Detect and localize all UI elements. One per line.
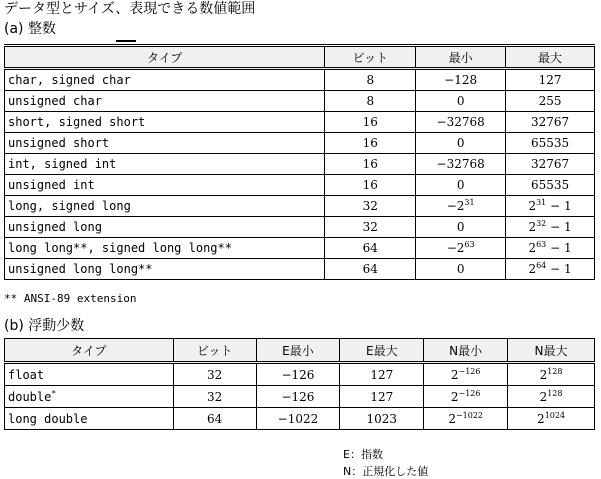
min-cell-base: 0 <box>456 178 465 192</box>
max-cell-base: 127 <box>538 73 562 87</box>
e-min-cell: −1022 <box>256 408 340 430</box>
header-max: 最大 <box>506 46 595 69</box>
n-min-cell-exponent: −1022 <box>455 410 484 420</box>
min-cell <box>416 196 506 217</box>
min-cell <box>416 91 506 112</box>
n-max-cell <box>508 408 595 430</box>
n-min-cell-exponent: −126 <box>458 388 481 398</box>
max-cell-suffix: − 1 <box>546 262 572 276</box>
e-max-cell: 127 <box>340 363 424 386</box>
bits-cell: 8 <box>325 69 416 91</box>
float-table-body <box>5 363 595 430</box>
n-max-cell <box>508 363 595 386</box>
type-cell: char, signed char <box>5 69 325 91</box>
type-cell <box>5 363 174 386</box>
min-cell <box>416 217 506 238</box>
min-cell <box>416 112 506 133</box>
min-cell <box>416 69 506 91</box>
type-footnote-mark: * <box>51 388 57 398</box>
type-cell: unsigned short <box>5 133 325 154</box>
n-max-cell-exponent: 1024 <box>544 410 566 420</box>
max-cell-suffix: − 1 <box>546 241 572 255</box>
type-cell: int, signed int <box>5 154 325 175</box>
max-cell <box>506 69 595 91</box>
table-row <box>5 238 595 259</box>
bits-cell: 16 <box>325 154 416 175</box>
legend-exponent: E：指数 <box>343 448 383 461</box>
type-cell: unsigned int <box>5 175 325 196</box>
max-cell <box>506 217 595 238</box>
header-bits: ビット <box>173 339 256 363</box>
integer-types-table <box>4 44 595 280</box>
type-cell: unsigned char <box>5 91 325 112</box>
max-cell <box>506 175 595 196</box>
n-max-cell-base: 2 <box>539 389 548 404</box>
min-cell-base: 0 <box>456 262 465 276</box>
max-cell-exponent: 63 <box>536 240 547 249</box>
bits-cell: 64 <box>325 259 416 280</box>
n-min-cell-exponent: −126 <box>458 366 481 376</box>
bits-cell: 64 <box>325 238 416 259</box>
type-cell: short, signed short <box>5 112 325 133</box>
table-row <box>5 175 595 196</box>
min-cell-base: 0 <box>456 94 465 108</box>
min-cell-base: 0 <box>456 220 465 234</box>
table-row <box>5 112 595 133</box>
min-cell-exponent: 31 <box>464 198 475 207</box>
max-cell-base: 2 <box>528 262 537 276</box>
max-cell-base: 65535 <box>530 178 570 192</box>
n-min-cell <box>424 363 508 386</box>
max-cell-exponent: 31 <box>536 198 547 207</box>
table-header-row <box>5 46 595 69</box>
max-cell-base: 2 <box>528 199 537 213</box>
min-cell-base: −32768 <box>436 115 485 129</box>
max-cell <box>506 238 595 259</box>
bits-cell: 64 <box>173 408 256 430</box>
max-cell <box>506 259 595 280</box>
bits-cell: 16 <box>325 112 416 133</box>
e-max-cell: 1023 <box>340 408 424 430</box>
table-row <box>5 363 595 386</box>
min-cell-base: −128 <box>444 73 478 87</box>
max-cell-base: 255 <box>538 94 562 108</box>
max-cell <box>506 112 595 133</box>
max-cell <box>506 154 595 175</box>
table-header-row <box>5 339 595 363</box>
bits-cell: 32 <box>173 386 256 408</box>
header-bits: ビット <box>325 46 416 69</box>
n-max-cell-base: 2 <box>539 367 548 382</box>
table-row <box>5 154 595 175</box>
max-cell-base: 32767 <box>530 115 570 129</box>
min-cell <box>416 259 506 280</box>
type-cell <box>5 386 174 408</box>
max-cell-base: 2 <box>528 220 537 234</box>
n-max-cell-base: 2 <box>537 411 545 426</box>
bits-cell: 16 <box>325 133 416 154</box>
e-min-cell: −126 <box>256 386 340 408</box>
max-cell-base: 2 <box>528 241 537 255</box>
bits-cell: 8 <box>325 91 416 112</box>
section-b-title: (b) 浮動少数 <box>4 318 85 334</box>
max-cell-suffix: − 1 <box>546 199 572 213</box>
max-cell <box>506 91 595 112</box>
page-title: データ型とサイズ、表現できる数値範囲 <box>4 1 256 17</box>
max-cell <box>506 196 595 217</box>
table-row <box>5 217 595 238</box>
n-max-cell-exponent: 128 <box>547 366 563 376</box>
min-cell <box>416 238 506 259</box>
table-row <box>5 133 595 154</box>
float-types-table <box>4 338 595 430</box>
max-cell-base: 32767 <box>530 157 570 171</box>
min-cell-base: −32768 <box>436 157 485 171</box>
min-cell <box>416 154 506 175</box>
table-row <box>5 259 595 280</box>
e-min-cell: −126 <box>256 363 340 386</box>
table-row <box>5 386 595 408</box>
e-max-cell: 127 <box>340 386 424 408</box>
legend-normalized: N：正規化した値 <box>343 465 429 478</box>
n-min-cell-base: 2 <box>450 367 459 382</box>
min-cell-exponent: 63 <box>464 240 475 249</box>
max-cell-exponent: 32 <box>536 219 547 228</box>
bits-cell: 32 <box>325 196 416 217</box>
n-min-cell <box>424 408 508 430</box>
header-e-min: E最小 <box>256 339 340 363</box>
max-cell-base: 65535 <box>530 136 570 150</box>
type-name: long double <box>8 411 88 426</box>
table-row <box>5 91 595 112</box>
type-name: float <box>8 367 45 382</box>
type-cell: long, signed long <box>5 196 325 217</box>
n-min-cell-base: 2 <box>448 411 456 426</box>
n-max-cell <box>508 386 595 408</box>
type-name: double <box>8 389 52 404</box>
bits-cell: 32 <box>173 363 256 386</box>
type-cell: unsigned long long** <box>5 259 325 280</box>
integer-table-body <box>5 69 595 280</box>
header-min: 最小 <box>416 46 506 69</box>
bits-cell: 32 <box>325 217 416 238</box>
min-cell <box>416 175 506 196</box>
header-type: タイプ <box>5 46 325 69</box>
header-n-min: N最小 <box>424 339 508 363</box>
section-a-title: (a) 整数 <box>4 21 56 37</box>
header-type: タイプ <box>5 339 174 363</box>
max-cell-exponent: 64 <box>536 261 547 270</box>
table-row <box>5 196 595 217</box>
max-cell <box>506 133 595 154</box>
min-cell-base: −2 <box>446 241 465 255</box>
type-cell: unsigned long <box>5 217 325 238</box>
table-row <box>5 69 595 91</box>
table-row <box>5 408 595 430</box>
bits-cell: 16 <box>325 175 416 196</box>
n-min-cell <box>424 386 508 408</box>
title-underline-mark <box>116 40 136 42</box>
min-cell-base: −2 <box>446 199 465 213</box>
n-min-cell-base: 2 <box>450 389 459 404</box>
min-cell-base: 0 <box>456 136 465 150</box>
header-e-max: E最大 <box>340 339 424 363</box>
type-cell <box>5 408 174 430</box>
header-n-max: N最大 <box>508 339 595 363</box>
max-cell-suffix: − 1 <box>546 220 572 234</box>
n-max-cell-exponent: 128 <box>547 388 563 398</box>
type-cell: long long**, signed long long** <box>5 238 325 259</box>
min-cell <box>416 133 506 154</box>
footnote: ** ANSI-89 extension <box>4 292 137 305</box>
